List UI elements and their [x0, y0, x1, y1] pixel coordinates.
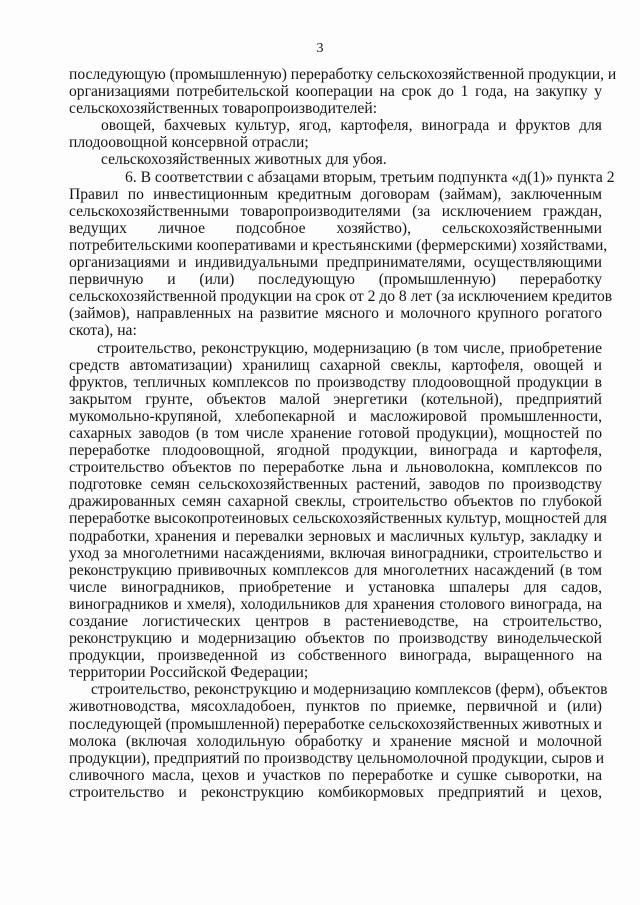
text-line: организациями потребительской кооперации на срок до 1 года, на закупку у	[69, 83, 602, 101]
text-line: переработке плодоовощной, ягодной продукции, винограда и картофеля,	[69, 442, 602, 460]
text-line: реконструкцию прививочных комплексов для многолетних насаждений (в том	[69, 561, 602, 579]
text-line: молока (включая холодильную обработку и хранение мясной и молочной	[69, 732, 602, 750]
text-line: овощей, бахчевых культур, ягод, картофеля, винограда и фруктов для	[101, 117, 602, 135]
text-line: продукции, произведенной из собственного винограда, выращенного на	[69, 647, 602, 665]
text-line: сельскохозяйственных товаропроизводителей:	[69, 100, 378, 118]
text-line: организациями и индивидуальными предпринимателями, осуществляющими	[69, 254, 602, 272]
text-line: 6. В соответствии с абзацами вторым, третьим подпункта «д(1)» пункта 2	[125, 168, 615, 186]
text-line: животноводства, мясохладобоен, пунктов по приемке, первичной и (или)	[69, 698, 602, 716]
text-line: дражированных семян сахарной свеклы, строительство объектов по глубокой	[69, 493, 602, 511]
text-line: подработки, хранения и перевалки зерновых и масличных культур, закладку и	[69, 527, 602, 545]
text-line: закрытом грунте, объектов малой энергетики (котельной), предприятий	[69, 390, 602, 408]
text-line: переработке высокопротеиновых сельскохозяйственных культур, мощностей для	[69, 510, 607, 528]
text-line: создание логистических центров в растениеводстве, на строительство,	[69, 613, 602, 630]
text-line: ведущих личное подсобное хозяйство), сельскохозяйственными	[69, 219, 602, 237]
text-line: скота), на:	[69, 322, 137, 340]
text-line: мукомольно-крупяной, хлебопекарной и масложировой промышленности,	[69, 407, 602, 425]
text-line: фруктов, тепличных комплексов по производству плодоовощной продукции в	[69, 373, 602, 391]
text-line: строительство, реконструкцию и модернизацию комплексов (ферм), объектов	[91, 681, 608, 699]
document-body-text	[69, 66, 617, 801]
text-line: сельскохозяйственных животных для убоя.	[101, 151, 387, 169]
text-line: сельскохозяйственными товаропроизводителями (за исключением граждан,	[69, 202, 602, 220]
text-line: реконструкцию и модернизацию объектов по производству винодельческой	[69, 630, 602, 648]
text-line: сахарных заводов (в том числе хранение готовой продукции), мощностей по	[69, 424, 602, 442]
page-number: 3	[316, 41, 324, 56]
text-line: последующей (промышленной) переработке сельскохозяйственных животных и	[69, 715, 602, 733]
text-line: уход за многолетними насаждениями, включая виноградники, строительство и	[69, 544, 602, 562]
text-line: территории Российской Федерации;	[69, 664, 309, 682]
text-line: Правил по инвестиционным кредитным договорам (займам), заключенным	[69, 185, 602, 203]
text-line: сельскохозяйственной продукции на срок от 2 до 8 лет (за исключением кредитов	[69, 288, 613, 306]
text-line: подготовке семян сельскохозяйственных растений, заводов по производству	[69, 476, 602, 494]
text-line: первичную и (или) последующую (промышленную) переработку	[69, 271, 602, 289]
text-line: числе виноградников, приобретение и установка шпалеры для садов,	[69, 578, 602, 596]
text-line: виноградников и хмеля), холодильников для хранения столового винограда, на	[69, 595, 602, 613]
text-line: строительство объектов по переработке льна и льноволокна, комплексов по	[69, 459, 602, 477]
text-line: плодоовощной консервной отрасли;	[69, 134, 309, 152]
text-line: последующую (промышленную) переработку сельскохозяйственной продукции, и	[69, 66, 617, 83]
text-line: потребительскими кооперативами и крестьянскими (фермерскими) хозяйствами,	[69, 236, 608, 254]
text-line: сливочного масла, цехов и участков по переработке и сушке сыворотки, на	[69, 766, 602, 784]
text-line: строительство, реконструкцию, модернизацию (в том числе, приобретение	[97, 339, 602, 357]
text-line: строительство и реконструкцию комбикормовых предприятий и цехов,	[69, 783, 602, 801]
text-line: средств автоматизации) хранилищ сахарной свеклы, картофеля, овощей и	[69, 356, 602, 374]
text-line: (займов), направленных на развитие мясного и молочного крупного рогатого	[69, 305, 602, 323]
text-line: продукции), предприятий по производству цельномолочной продукции, сыров и	[69, 749, 605, 767]
